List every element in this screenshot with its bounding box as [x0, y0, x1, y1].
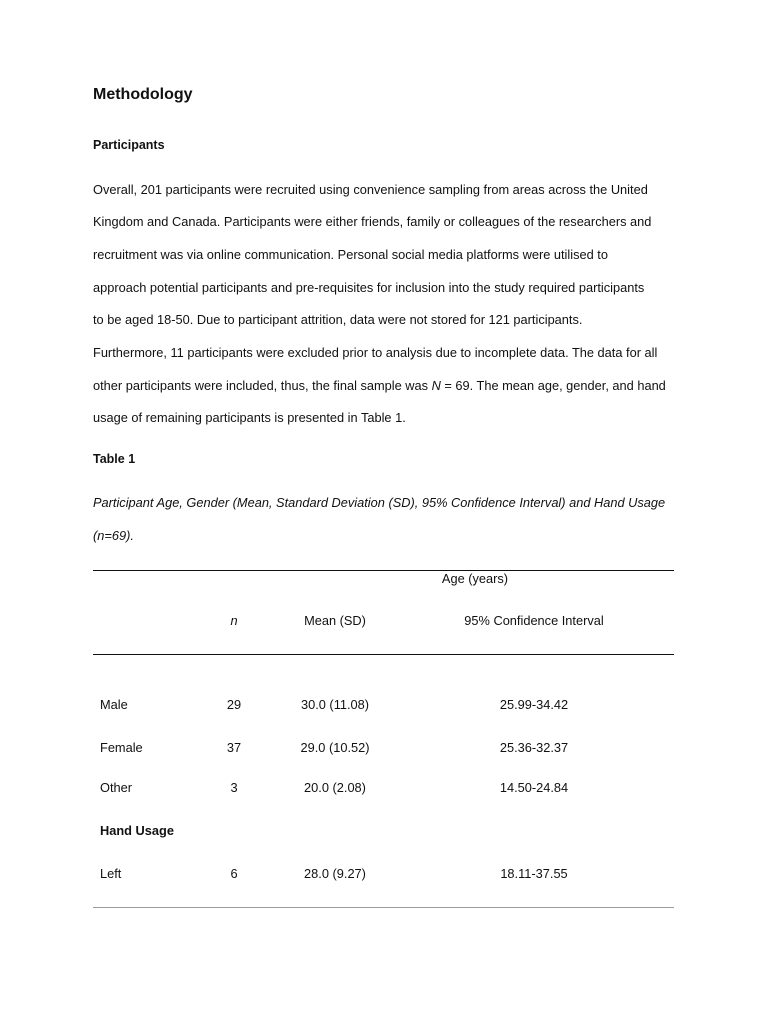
paragraph-line-7-start: other participants were included, thus, the final sample was: [93, 378, 432, 393]
paragraph-line-4: approach potential participants and pre-requisites for inclusion into the study required participants: [93, 280, 645, 295]
paragraph-line-3: recruitment was via online communication. Personal social media platforms were utilised to: [93, 247, 608, 262]
row-ci-other: 14.50-24.84: [499, 780, 569, 795]
table-header-rule: [93, 654, 674, 655]
paragraph-line-1: Overall, 201 participants were recruited using convenience sampling from areas across the United: [93, 182, 648, 197]
subsection-title: Participants: [93, 138, 165, 152]
row-label-male: Male: [100, 697, 128, 712]
row-ci-left: 18.11-37.55: [500, 866, 568, 881]
sample-size-symbol: N: [431, 378, 441, 393]
paragraph-line-5: to be aged 18-50. Due to participant attrition, data were not stored for 121 participants.: [93, 312, 583, 327]
row-mean-other: 20.0 (2.08): [304, 780, 366, 795]
table-label: Table 1: [93, 452, 136, 466]
table-caption-line-2: (n=69).: [93, 528, 134, 543]
paragraph-line-6: Furthermore, 11 participants were excluded prior to analysis due to incomplete data. The data for all: [93, 345, 658, 360]
row-ci-female: 25.36-32.37: [499, 740, 569, 755]
header-mean-sd: Mean (SD): [304, 613, 366, 628]
row-label-left: Left: [100, 866, 122, 881]
row-n-left: 6: [230, 866, 238, 881]
row-mean-male: 30.0 (11.08): [300, 697, 370, 712]
row-mean-female: 29.0 (10.52): [300, 740, 370, 755]
row-n-other: 3: [230, 780, 238, 795]
header-confidence-interval: 95% Confidence Interval: [464, 613, 604, 628]
section-title: Methodology: [93, 86, 193, 103]
header-n: n: [230, 613, 238, 628]
table-bottom-rule: [93, 907, 674, 908]
row-label-other: Other: [100, 780, 133, 795]
row-n-male: 29: [226, 697, 242, 712]
table-caption-line-1: Participant Age, Gender (Mean, Standard Deviation (SD), 95% Confidence Interval) and Hand Usage: [93, 495, 666, 510]
age-spanner-header: Age (years): [441, 571, 509, 586]
row-mean-left: 28.0 (9.27): [304, 866, 366, 881]
row-ci-male: 25.99-34.42: [499, 697, 569, 712]
table-top-rule: [93, 570, 674, 571]
row-n-female: 37: [226, 740, 242, 755]
paragraph-line-7: [93, 377, 675, 395]
paragraph-line-2: Kingdom and Canada. Participants were either friends, family or colleagues of the researchers and: [93, 214, 652, 229]
row-label-female: Female: [100, 740, 143, 755]
paragraph-line-7-end: = 69. The mean age, gender, and hand: [440, 378, 666, 393]
paragraph-line-8: usage of remaining participants is presented in Table 1.: [93, 410, 406, 425]
group-heading-hand-usage: Hand Usage: [100, 823, 174, 838]
